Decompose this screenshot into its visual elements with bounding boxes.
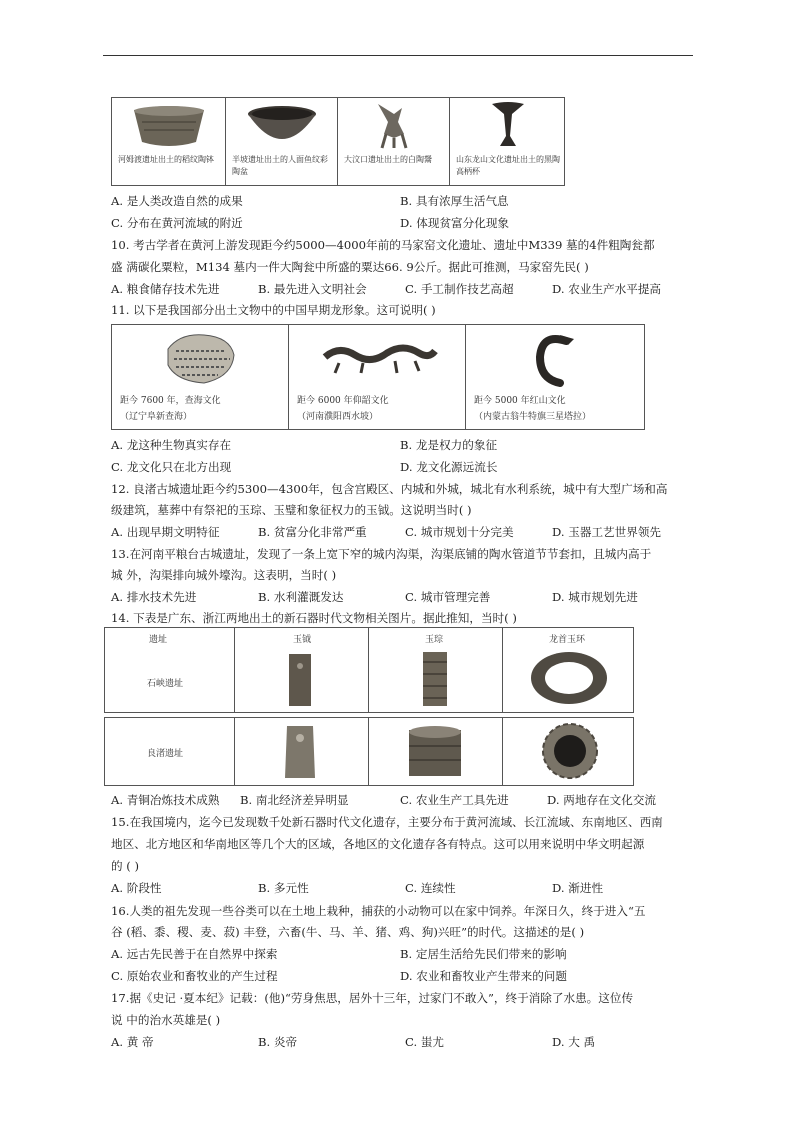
jade-cong-image xyxy=(405,724,465,780)
q12-option-a[interactable]: A. 出现早期文明特征 xyxy=(111,525,220,539)
q14-table-bottom xyxy=(104,717,634,786)
shell-dragon-image xyxy=(319,339,439,379)
q10-option-c[interactable]: C. 手工制作技艺高超 xyxy=(405,282,514,296)
q14-header-yue: 玉钺 xyxy=(293,635,312,645)
q11-option-b[interactable]: B. 龙是权力的象征 xyxy=(400,438,498,452)
q17-option-a[interactable]: A. 黄 帝 xyxy=(111,1035,154,1049)
q10-stem-line1: 10. 考古学者在黄河上游发现距今约5000—4000年前的马家窑文化遗址、遗址中M339 墓的4件粗陶瓮都 xyxy=(111,238,655,252)
q14-row-label: 良渚遗址 xyxy=(147,749,184,759)
q9-caption: 河姆渡遗址出土的稻纹陶钵 xyxy=(118,155,214,164)
stone-dragon-image xyxy=(160,329,240,387)
q15-stem-line2: 地区、北方地区和华南地区等几个大的区域，各地区的文化遗存各有特点。这可以用来说明中华文明起源 xyxy=(111,837,645,851)
q11-caption-line2: （辽宁阜新查海） xyxy=(120,412,193,422)
q14-cell xyxy=(369,718,503,785)
q17-stem-line1: 17.据《史记 ·夏本纪》记载：(他)“劳身焦思，居外十三年，过家门不敢入”，终于消除了水患。这位传 xyxy=(111,991,634,1005)
jade-ring-image xyxy=(541,722,599,780)
q10-option-b[interactable]: B. 最先进入文明社会 xyxy=(258,282,367,296)
q14-site-cell xyxy=(105,628,235,712)
q9-cell xyxy=(112,98,226,185)
q14-stem: 14. 下表是广东、浙江两地出土的新石器时代文物相关图片。据此推知，当时( ) xyxy=(111,611,517,625)
q14-cell xyxy=(235,628,369,712)
q14-cell xyxy=(503,718,633,785)
q14-header-site: 遗址 xyxy=(149,635,168,645)
q14-option-a[interactable]: A. 青铜冶炼技术成熟 xyxy=(111,793,220,807)
q17-stem-line2: 说 中的治水英雄是( ) xyxy=(111,1013,221,1027)
q16-option-b[interactable]: B. 定居生活给先民们带来的影响 xyxy=(400,947,567,961)
q15-option-b[interactable]: B. 多元性 xyxy=(258,881,309,895)
gui-vessel-image xyxy=(372,100,416,150)
q14-option-b[interactable]: B. 南北经济差异明显 xyxy=(240,793,349,807)
q11-stem: 11. 以下是我国部分出土文物中的中国早期龙形象。这可说明( ) xyxy=(111,303,436,317)
q15-option-c[interactable]: C. 连续性 xyxy=(405,881,456,895)
q14-option-d[interactable]: D. 两地存在文化交流 xyxy=(547,793,657,807)
q11-option-a[interactable]: A. 龙这种生物真实存在 xyxy=(111,438,232,452)
q12-option-d[interactable]: D. 玉器工艺世界领先 xyxy=(552,525,662,539)
q9-cell xyxy=(450,98,564,185)
q11-option-c[interactable]: C. 龙文化只在北方出现 xyxy=(111,460,232,474)
q16-stem-line2: 谷 (稻、黍、稷、麦、菽) 丰登，六畜(牛、马、羊、猪、鸡、狗)兴旺”的时代。这描述的是( ) xyxy=(111,925,585,939)
q9-option-a[interactable]: A. 是人类改造自然的成果 xyxy=(111,194,243,208)
q13-option-b[interactable]: B. 水利灌溉发达 xyxy=(258,590,344,604)
q9-caption: 山东龙山文化遗址出土的黑陶高柄杯 xyxy=(456,155,560,176)
q14-table-top xyxy=(104,627,634,713)
jade-axe-image xyxy=(281,724,319,780)
q15-stem-line3: 的 ( ) xyxy=(111,859,140,873)
q9-option-c[interactable]: C. 分布在黄河流域的附近 xyxy=(111,216,243,230)
basin-artifact-image xyxy=(244,104,320,149)
q11-option-d[interactable]: D. 龙文化源远流长 xyxy=(400,460,498,474)
q14-cell xyxy=(503,628,633,712)
q11-cell xyxy=(112,325,289,429)
q12-stem-line1: 12. 良渚古城遗址距今约5300—4300年，包含宫殿区、内城和外城，城北有水利系统，城中有大型广场和高 xyxy=(111,482,668,496)
jade-cong-image xyxy=(419,650,451,708)
q14-header-ring: 龙首玉环 xyxy=(549,635,586,645)
q14-cell xyxy=(369,628,503,712)
q9-option-b[interactable]: B. 具有浓厚生活气息 xyxy=(400,194,509,208)
q11-caption-line1: 距今 5000 年红山文化 xyxy=(474,396,566,406)
q13-option-d[interactable]: D. 城市规划先进 xyxy=(552,590,638,604)
q9-cell xyxy=(226,98,338,185)
q10-option-d[interactable]: D. 农业生产水平提高 xyxy=(552,282,662,296)
q11-dragon-table xyxy=(111,324,645,430)
bowl-artifact-image xyxy=(130,104,208,149)
q16-option-d[interactable]: D. 农业和畜牧业产生带来的问题 xyxy=(400,969,567,983)
q13-stem-line1: 13.在河南平粮台古城遗址，发现了一条上宽下窄的城内沟渠，沟渠底铺的陶水管道节节套扣，且城内高于 xyxy=(111,547,652,561)
q14-cell xyxy=(235,718,369,785)
q9-caption: 半坡遗址出土的人面鱼纹彩陶盆 xyxy=(232,155,328,176)
q17-option-d[interactable]: D. 大 禹 xyxy=(552,1035,596,1049)
q12-stem-line2: 级建筑，墓葬中有祭祀的玉琮、玉璧和象征权力的玉钺。这说明当时( ) xyxy=(111,503,472,517)
q15-option-d[interactable]: D. 渐进性 xyxy=(552,881,604,895)
jade-ring-image xyxy=(527,648,611,708)
q11-caption-line1: 距今 7600 年，查海文化 xyxy=(120,396,221,406)
q14-row-label: 石峡遗址 xyxy=(147,679,184,689)
q11-cell xyxy=(466,325,644,429)
q11-cell xyxy=(289,325,466,429)
q10-stem-line2: 盛 满碳化粟粒，M134 墓内一件大陶瓮中所盛的粟达66. 9公斤。据此可推测，马家窑先民( ) xyxy=(111,260,589,274)
q12-option-b[interactable]: B. 贫富分化非常严重 xyxy=(258,525,367,539)
q9-artifact-table xyxy=(111,97,565,186)
q13-option-a[interactable]: A. 排水技术先进 xyxy=(111,590,197,604)
jade-axe-image xyxy=(285,652,315,708)
q9-caption: 大汶口遗址出土的白陶鬶 xyxy=(344,155,432,164)
jade-c-dragon-image xyxy=(530,327,580,389)
q17-option-c[interactable]: C. 蚩尤 xyxy=(405,1035,445,1049)
q17-option-b[interactable]: B. 炎帝 xyxy=(258,1035,298,1049)
q11-caption-line1: 距今 6000 年仰韶文化 xyxy=(297,396,389,406)
q10-option-a[interactable]: A. 粮食储存技术先进 xyxy=(111,282,220,296)
q11-caption-line2: （河南濮阳西水坡） xyxy=(297,412,379,422)
q12-option-c[interactable]: C. 城市规划十分完美 xyxy=(405,525,514,539)
q16-option-c[interactable]: C. 原始农业和畜牧业的产生过程 xyxy=(111,969,278,983)
q9-cell xyxy=(338,98,450,185)
q15-option-a[interactable]: A. 阶段性 xyxy=(111,881,162,895)
cup-artifact-image xyxy=(488,100,528,150)
q16-option-a[interactable]: A. 远古先民善于在自然界中探索 xyxy=(111,947,278,961)
q14-header-cong: 玉琮 xyxy=(425,635,444,645)
q9-option-d[interactable]: D. 体现贫富分化现象 xyxy=(400,216,510,230)
q13-option-c[interactable]: C. 城市管理完善 xyxy=(405,590,491,604)
q13-stem-line2: 城 外，沟渠排向城外壕沟。这表明，当时( ) xyxy=(111,568,337,582)
q16-stem-line1: 16.人类的祖先发现一些谷类可以在土地上栽种，捕获的小动物可以在家中饲养。年深日久，终于进入“五 xyxy=(111,904,646,918)
q11-caption-line2: （内蒙古翁牛特旗三星塔拉） xyxy=(474,412,592,422)
header-rule xyxy=(103,55,693,56)
q14-option-c[interactable]: C. 农业生产工具先进 xyxy=(400,793,509,807)
q14-site-cell xyxy=(105,718,235,785)
q15-stem-line1: 15.在我国境内，迄今已发现数千处新石器时代文化遗存，主要分布于黄河流域、长江流域、东南地区、西南 xyxy=(111,815,663,829)
